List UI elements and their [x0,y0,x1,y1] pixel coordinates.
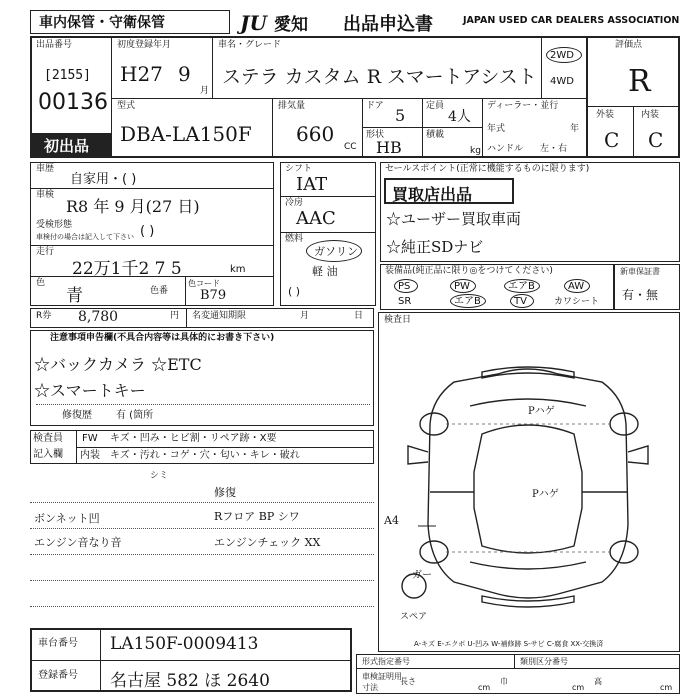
handwritten-note-2: ボンネット凹 [34,512,100,525]
inspector-label-2: 記入欄 [33,449,63,460]
model-code: DBA-LA150F [120,122,252,146]
interior-grade: C [648,128,664,152]
receipt-note: 車検付の場合は記入して下さい [36,233,134,241]
notes-line-2: ☆スマートキー [34,381,146,400]
equipment-aw: AW [568,281,585,292]
mileage-value: 22万1千2 7 5 [72,259,182,279]
fuel-paren: ( ) [288,285,301,298]
diagram-legend: A-キズ E-エクボ U-凹み W-補修跡 S-サビ C-腐食 XX-交換済 [414,640,604,648]
interior-label: 内装 [641,110,660,120]
chassis-value: LA150F-0009413 [110,634,259,654]
ju-logo-mark: JU [240,11,267,35]
fuel-gas-circle [306,240,362,262]
selling-headline: 買取店出品 [392,185,473,204]
color-label: 色 [36,278,46,288]
receipt-value: ( ) [140,224,155,239]
cert-label-2: 寸法 [362,683,378,692]
height-unit: cm [660,683,673,692]
recycle-label: R券 [36,311,52,321]
aircon-label: 冷房 [285,198,304,208]
mileage-label: 走行 [36,247,55,257]
name-change-label: 名変通知期限 [192,311,247,321]
usage-label: 車歴 [36,164,55,174]
grade-label: 評価点 [615,40,643,50]
equipment-pw: PW [454,281,470,292]
recycle-value: 8,780 [78,309,119,325]
class-label: 類別区分番号 [520,657,568,666]
inspector-row1: キズ・凹み・ヒビ割・リペア跡・X要 [110,433,277,444]
shift-label: シフト [285,164,313,174]
ju-logo [240,10,308,35]
repair-label: 修復歴 [62,410,92,421]
shape-label: 形状 [366,130,385,140]
equip-circle-tv [510,294,534,308]
equip-circle-aw [564,279,590,293]
first-listing-badge [32,133,111,156]
equip-circle-ab2 [450,294,486,308]
registration-label: 初度登録年月 [117,40,172,50]
fuel-label: 燃料 [285,234,304,244]
model-year-unit: 年 [570,124,580,134]
lot-number: 00136 [38,90,108,115]
exterior-label: 外装 [596,110,615,120]
length-label: 長さ [400,677,416,686]
equipment-sr: SR [398,296,412,307]
displacement-value: 660 [296,122,335,146]
selling-point-1: ☆ユーザー買取車両 [386,210,522,228]
diagram-note-2: Pハゲ [532,489,559,500]
plate-value: 名古屋 582 ほ 2640 [110,671,270,691]
handwritten-note-1: 修復 [214,486,236,499]
registration-month-unit: 月 [200,86,210,96]
height-label: 高 [594,677,602,686]
receipt-label: 受検形態 [36,220,73,230]
lot-sub-number: [2155] [44,68,91,83]
keep-status-box [30,10,230,34]
shift-value: IAT [296,174,328,195]
lot-number-label: 出品番号 [36,40,73,50]
inspection-label: 車検 [36,190,55,200]
spare-label: スペア [400,612,428,622]
diagram-note-4: ガー [412,570,432,581]
model-year-label: 年式 [487,124,506,134]
equip-circle-pw [450,279,476,293]
drive-4wd: 4WD [550,76,574,87]
keep-status-label: 車内保管・守衛保管 [39,15,165,31]
inspector-row2: キズ・汚れ・コゲ・穴・匂い・キレ・破れ [110,450,300,461]
payload-label: 積載 [426,130,445,140]
exterior-grade: C [604,128,620,152]
spec-label: 形式指定番号 [362,657,410,666]
color-code-value: B79 [200,288,227,303]
equipment-airbag2: エアB [454,296,481,307]
diagram-label: 検査日 [384,315,412,325]
inspector-row2-label: 内装 [80,450,100,461]
drive-2wd: 2WD [550,50,574,61]
car-diagram [378,312,680,652]
equipment-label: 装備品(純正品に限り◎をつけてください) [385,266,553,276]
shape-value: HB [376,138,402,157]
equip-circle-ps [394,279,418,293]
association-name: JAPAN USED CAR DEALERS ASSOCIATION [463,15,680,26]
first-listing-label: 初出品 [44,137,90,155]
usage-value: 自家用・( ) [70,172,137,187]
handle-label: ハンドル [487,144,524,154]
chassis-label: 車台番号 [38,638,78,649]
aircon-value: AAC [296,208,336,229]
color-code-label: 色番 [150,286,169,296]
form-title: 出品申込書 [343,14,433,35]
equipment-seat: カワシート [554,297,600,307]
selling-points-label: セールスポイント(正常に機能するものに限ります) [385,164,590,174]
cert-label: 車検証明用 [362,672,402,681]
width-label: 巾 [500,677,508,686]
handwritten-note-3: Rフロア BP シワ [214,510,300,523]
inspector-label-1: 検査員 [33,433,63,444]
doors-value: 5 [395,106,406,125]
inspector-row1-label: FW [82,433,98,444]
vehicle-name-label: 車名・グレード [218,40,282,50]
equipment-airbag: エアB [508,281,535,292]
capacity-label: 定員 [426,101,445,111]
length-unit: cm [478,683,491,692]
vehicle-name: ステラ カスタム R スマートアシスト [222,66,537,88]
inspector-mark-under: シミ [150,471,169,481]
model-label: 型式 [117,101,136,111]
repair-value: 有 (箇所 [116,410,154,421]
handwritten-note-4: エンジン音なり音 [34,536,122,549]
registration-month: 9 [178,62,191,86]
diagram-note-3: A4 [384,514,399,527]
equip-circle-ab [504,279,540,293]
color-value: 青 [66,286,83,306]
doors-label: ドア [366,101,384,111]
fuel-diesel: 軽 油 [312,265,338,278]
inspection-value: R8 年 9 月(27 日) [66,197,200,216]
cc-unit: CC [344,142,357,152]
fuel-gas: ガソリン [314,245,358,258]
handwritten-note-5: エンジンチェック XX [214,536,321,549]
plate-label: 登録番号 [38,670,78,681]
name-change-month: 月 [300,311,310,321]
selling-headline-box [384,178,514,204]
equipment-ps: PS [398,281,411,292]
name-change-day: 日 [354,311,364,321]
notes-line-1: ☆バックカメラ ☆ETC [34,355,202,374]
payload-unit: kg [470,146,481,156]
diagram-note-1: Pハゲ [528,406,555,417]
warranty-value: 有・無 [622,288,659,302]
width-unit: cm [572,683,585,692]
ju-logo-region: 愛知 [274,15,308,35]
capacity-value: 4人 [448,109,471,125]
mileage-unit: km [230,264,246,275]
recycle-unit: 円 [170,311,180,321]
warranty-label: 新車保証書 [620,267,660,276]
equipment-tv: TV [514,296,527,307]
notes-label: 注意事項申告欄(不具合内容等は具体的にお書き下さい) [50,333,275,343]
grade-value: R [628,64,651,99]
displacement-label: 排気量 [278,101,306,111]
selling-point-2: ☆純正SDナビ [386,238,484,256]
dealer-label: ディーラー・並行 [487,101,559,111]
registration-year: H27 [120,62,163,86]
handle-options: 左・右 [540,144,568,154]
color-code-label2: 色コード [188,279,220,288]
